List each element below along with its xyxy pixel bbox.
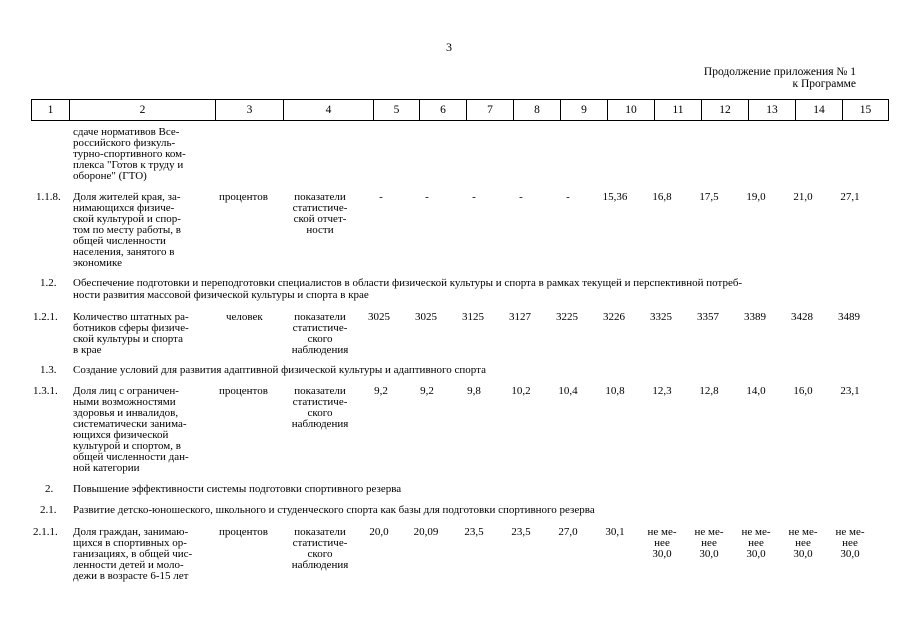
- value-cell: 16,0: [793, 385, 813, 397]
- value-cell: -: [519, 191, 523, 203]
- source-cell: показатели статистиче- ского наблюдения: [291, 526, 349, 571]
- value-cell: не ме- нее 30,0: [647, 526, 677, 560]
- header-col-3: 3: [216, 100, 284, 121]
- header-col-9: 9: [561, 100, 608, 121]
- value-cell: 27,0: [558, 526, 578, 538]
- header-col-10: 10: [608, 100, 655, 121]
- value-cell: 3025: [368, 311, 390, 323]
- value-cell: 9,2: [420, 385, 434, 397]
- header-col-6: 6: [420, 100, 467, 121]
- value-cell: 3489: [838, 311, 860, 323]
- value-cell: не ме- нее 30,0: [835, 526, 865, 560]
- value-cell: 3226: [603, 311, 625, 323]
- header-col-13: 13: [749, 100, 796, 121]
- value-cell: 3389: [744, 311, 766, 323]
- indicator-name: Доля лиц с ограничен- ными возможностями здоровья и инвалидов, систематически занима- ющихся физической культурой и спортом, в общей численности дан- ной категории: [73, 385, 189, 474]
- section-title: Развитие детско-юношеского, школьного и студенческого спорта как базы для подготовки спортивного резерва: [73, 504, 595, 516]
- value-cell: 23,5: [464, 526, 484, 538]
- value-cell: 10,8: [605, 385, 625, 397]
- source-cell: показатели статистиче- ской отчет- ности: [292, 191, 348, 236]
- value-cell: 15,36: [602, 191, 628, 203]
- appendix-line-1: Продолжение приложения № 1: [703, 66, 856, 78]
- value-cell: 9,2: [374, 385, 388, 397]
- value-cell: -: [425, 191, 429, 203]
- value-cell: -: [566, 191, 570, 203]
- section-number: 2.: [45, 483, 54, 495]
- value-cell: не ме- нее 30,0: [694, 526, 724, 560]
- section-title: Повышение эффективности системы подготовки спортивного резерва: [73, 483, 402, 495]
- indicator-name: Доля жителей края, за- нимающихся физиче- ской культурой и спор- том по месту работы, в общей численности населения, занятого в экономике: [73, 191, 181, 269]
- value-cell: 12,8: [699, 385, 719, 397]
- header-col-14: 14: [796, 100, 843, 121]
- section-number: 1.3.: [40, 364, 57, 376]
- column-header-table: [31, 99, 889, 121]
- continued-indicator-text: сдаче нормативов Все- российского физкуль- турно-спортивного ком- плекса "Готов к труду и обороне" (ГТО): [73, 126, 186, 182]
- value-cell: 14,0: [746, 385, 766, 397]
- header-col-5: 5: [374, 100, 420, 121]
- unit-cell: процентов: [219, 191, 268, 203]
- header-col-1: 1: [32, 100, 70, 121]
- value-cell: 3428: [791, 311, 813, 323]
- header-col-15: 15: [843, 100, 889, 121]
- header-col-2: 2: [70, 100, 216, 121]
- source-cell: показатели статистиче- ского наблюдения: [291, 385, 349, 430]
- row-number: 1.1.8.: [36, 191, 61, 203]
- section-title-line-1: Обеспечение подготовки и переподготовки специалистов в области физической культуры и спорта в рамках текущей и перспективной потреб-: [73, 277, 743, 289]
- header-col-11: 11: [655, 100, 702, 121]
- value-cell: 9,8: [467, 385, 481, 397]
- unit-cell: человек: [226, 311, 263, 323]
- page-number: 3: [446, 40, 452, 54]
- section-number: 2.1.: [40, 504, 57, 516]
- value-cell: 20,0: [369, 526, 389, 538]
- section-title-line-2: ности развития массовой физической культуры и спорта в крае: [73, 289, 369, 301]
- unit-cell: процентов: [219, 385, 268, 397]
- section-number: 1.2.: [40, 277, 57, 289]
- source-cell: показатели статистиче- ского наблюдения: [291, 311, 349, 356]
- unit-cell: процентов: [219, 526, 268, 538]
- value-cell: 21,0: [793, 191, 813, 203]
- value-cell: 17,5: [699, 191, 719, 203]
- value-cell: 3225: [556, 311, 578, 323]
- value-cell: 3357: [697, 311, 719, 323]
- value-cell: не ме- нее 30,0: [741, 526, 771, 560]
- value-cell: 23,5: [511, 526, 531, 538]
- value-cell: 10,2: [511, 385, 531, 397]
- value-cell: 23,1: [840, 385, 860, 397]
- value-cell: 3125: [462, 311, 484, 323]
- value-cell: 10,4: [558, 385, 578, 397]
- header-col-12: 12: [702, 100, 749, 121]
- value-cell: 30,1: [605, 526, 625, 538]
- section-title: Создание условий для развития адаптивной физической культуры и адаптивного спорта: [73, 364, 486, 376]
- value-cell: не ме- нее 30,0: [788, 526, 818, 560]
- value-cell: 12,3: [652, 385, 672, 397]
- value-cell: -: [472, 191, 476, 203]
- indicator-name: Доля граждан, занимаю- щихся в спортивных ор- ганизациях, в общей чис- ленности детей и моло- дежи в возрасте 6-15 лет: [73, 526, 193, 582]
- row-number: 1.2.1.: [33, 311, 58, 323]
- value-cell: 19,0: [746, 191, 766, 203]
- value-cell: 27,1: [840, 191, 860, 203]
- value-cell: 3025: [415, 311, 437, 323]
- value-cell: 3127: [509, 311, 531, 323]
- row-number: 1.3.1.: [33, 385, 58, 397]
- value-cell: 3325: [650, 311, 672, 323]
- value-cell: 20,09: [413, 526, 439, 538]
- value-cell: -: [379, 191, 383, 203]
- row-number: 2.1.1.: [33, 526, 58, 538]
- appendix-caption: [640, 66, 856, 90]
- header-col-4: 4: [284, 100, 374, 121]
- header-col-8: 8: [514, 100, 561, 121]
- appendix-line-2: к Программе: [792, 78, 856, 90]
- value-cell: 16,8: [652, 191, 672, 203]
- indicator-name: Количество штатных ра- ботников сферы физиче- ской культуры и спорта в крае: [73, 311, 189, 356]
- header-col-7: 7: [467, 100, 514, 121]
